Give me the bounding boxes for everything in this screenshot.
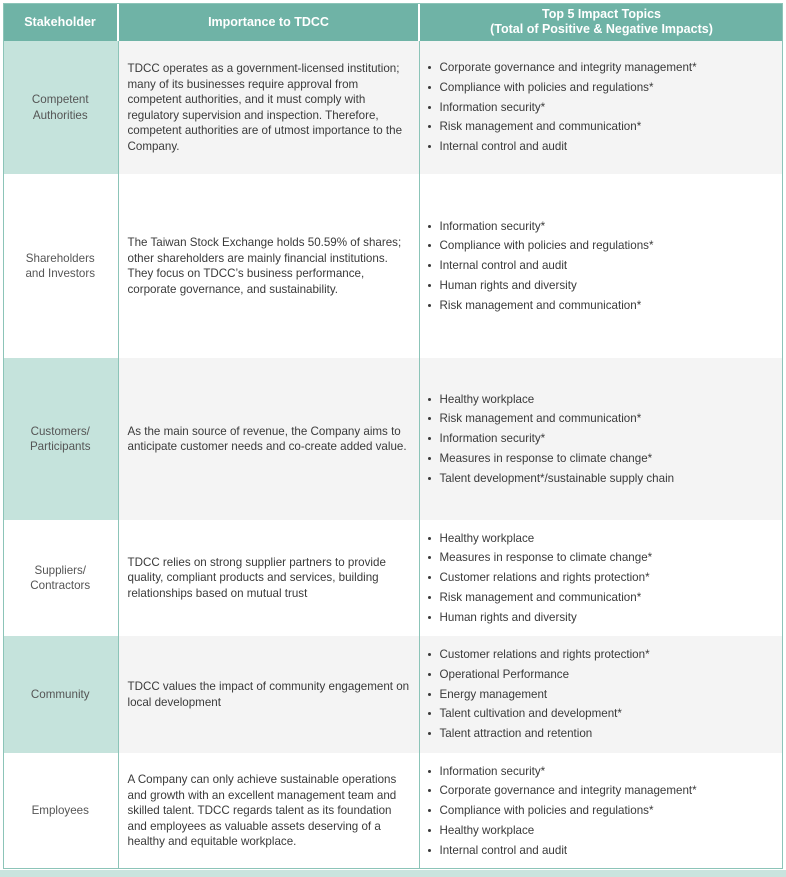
importance-cell: TDCC operates as a government-licensed institution; many of its businesses require approval from competent authorities, and it must comply with regulatory supervision and inspection. Therefore, competent authorities are of utmost importance to the Company.	[118, 41, 419, 174]
topic-item: Risk management and communication*	[427, 409, 778, 429]
topic-item: Corporate governance and integrity management*	[427, 58, 778, 78]
topic-item: Healthy workplace	[427, 390, 778, 410]
topic-item: Internal control and audit	[427, 841, 778, 861]
topics-list	[427, 217, 778, 316]
stakeholder-cell	[3, 753, 118, 869]
table-row-competent-authorities	[3, 41, 783, 174]
stakeholder-cell	[3, 41, 118, 174]
topic-item: Measures in response to climate change*	[427, 548, 778, 568]
topic-item: Information security*	[427, 217, 778, 237]
topic-item: Information security*	[427, 762, 778, 782]
topics-cell	[419, 358, 783, 520]
stakeholder-table	[3, 3, 783, 869]
topics-list	[427, 762, 778, 861]
topic-item: Compliance with policies and regulations*	[427, 236, 778, 256]
stakeholder-name-line1: Suppliers/	[34, 563, 87, 577]
topic-item: Operational Performance	[427, 665, 778, 685]
topic-item: Healthy workplace	[427, 529, 778, 549]
stakeholder-cell	[3, 358, 118, 520]
topics-cell	[419, 174, 783, 358]
topics-cell	[419, 636, 783, 753]
stakeholder-name-line1: Customers/	[30, 424, 90, 438]
topics-list	[427, 390, 778, 489]
topics-cell	[419, 520, 783, 636]
topic-item: Risk management and communication*	[427, 588, 778, 608]
table-row-customers	[3, 358, 783, 520]
stakeholder-name-line2: Authorities	[32, 108, 88, 122]
stakeholder-cell	[3, 174, 118, 358]
topic-item: Healthy workplace	[427, 821, 778, 841]
bottom-accent-bar	[0, 870, 786, 877]
header-topics	[419, 3, 783, 41]
table-row-employees	[3, 753, 783, 869]
stakeholder-name-line1: Competent	[31, 93, 89, 106]
stakeholder-name-line2: Contractors	[30, 579, 91, 592]
header-importance: Importance to TDCC	[118, 3, 419, 41]
table-row-community	[3, 636, 783, 753]
stakeholder-cell	[3, 520, 118, 636]
topic-item: Customer relations and rights protection*	[427, 568, 778, 588]
topic-item: Customer relations and rights protection*	[427, 645, 778, 665]
topic-item: Compliance with policies and regulations*	[427, 78, 778, 98]
importance-cell: A Company can only achieve sustainable operations and growth with an excellent management team and skilled talent. TDCC regards talent as its foundation and employees as valuable assets deserving of a healthy and equitable workplace.	[118, 753, 419, 869]
topic-item: Internal control and audit	[427, 137, 778, 157]
topic-item: Compliance with policies and regulations*	[427, 801, 778, 821]
header-topics-line1: Top 5 Impact Topics	[542, 7, 661, 21]
header-topics-line2: (Total of Positive & Negative Impacts)	[490, 22, 713, 36]
topic-item: Talent cultivation and development*	[427, 704, 778, 724]
topic-item: Internal control and audit	[427, 256, 778, 276]
topic-item: Human rights and diversity	[427, 608, 778, 628]
topics-list	[427, 645, 778, 744]
topics-list	[427, 58, 778, 157]
topic-item: Information security*	[427, 429, 778, 449]
importance-cell: The Taiwan Stock Exchange holds 50.59% of shares; other shareholders are mainly financial institutions. They focus on TDCC’s business performance, corporate governance, and sustainability.	[118, 174, 419, 358]
topic-item: Measures in response to climate change*	[427, 449, 778, 469]
importance-cell: TDCC relies on strong supplier partners to provide quality, compliant products and services, building relationships based on mutual trust	[118, 520, 419, 636]
importance-cell: TDCC values the impact of community engagement on local development	[118, 636, 419, 753]
header-stakeholder: Stakeholder	[3, 3, 118, 41]
topic-item: Risk management and communication*	[427, 117, 778, 137]
table-row-suppliers	[3, 520, 783, 636]
importance-cell: As the main source of revenue, the Company aims to anticipate customer needs and co-create added value.	[118, 358, 419, 520]
topic-item: Corporate governance and integrity management*	[427, 781, 778, 801]
stakeholder-name-line1: Shareholders	[25, 251, 95, 265]
stakeholder-name-line1: Community	[30, 687, 90, 701]
stakeholder-cell	[3, 636, 118, 753]
topic-item: Talent development*/sustainable supply chain	[427, 469, 778, 489]
topics-cell	[419, 41, 783, 174]
topic-item: Energy management	[427, 685, 778, 705]
topic-item: Talent attraction and retention	[427, 724, 778, 744]
stakeholder-name-line1: Employees	[31, 804, 89, 818]
stakeholder-name-line2: and Investors	[25, 267, 96, 280]
stakeholder-name-line2: Participants	[29, 440, 91, 453]
topic-item: Information security*	[427, 98, 778, 118]
topic-item: Risk management and communication*	[427, 296, 778, 316]
table-row-shareholders	[3, 174, 783, 358]
topic-item: Human rights and diversity	[427, 276, 778, 296]
topics-cell	[419, 753, 783, 869]
topics-list	[427, 529, 778, 628]
header-row	[3, 3, 783, 41]
